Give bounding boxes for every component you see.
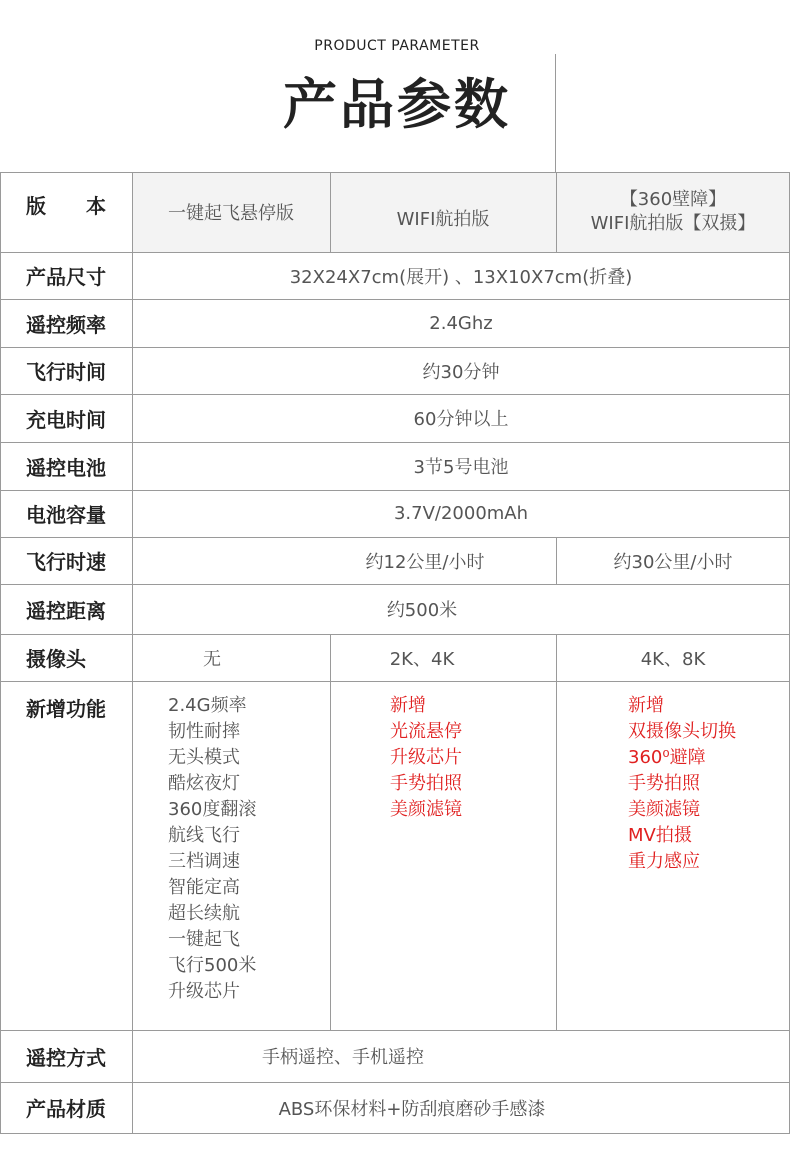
remote-battery-label: 遥控电池 <box>26 455 106 480</box>
material-label: 产品材质 <box>26 1097 106 1121</box>
features-wifi-list <box>390 693 462 823</box>
feature-item: 2.4G频率 <box>168 695 247 716</box>
feature-item: 手势拍照 <box>390 773 462 794</box>
feature-item: 光流悬停 <box>390 721 462 742</box>
camera-dual: 4K、8K <box>640 648 706 670</box>
size-value: 32X24X7cm(展开) 、13X10X7cm(折叠) <box>289 266 633 288</box>
size-label: 产品尺寸 <box>26 265 106 289</box>
feature-item: 重力感应 <box>628 851 700 872</box>
features-basic-list <box>168 693 256 1005</box>
feature-item: 飞行500米 <box>168 955 257 976</box>
version-label: 版 本 <box>26 194 106 218</box>
feature-item: 无头模式 <box>168 747 240 768</box>
feature-item: 一键起飞 <box>168 929 240 950</box>
camera-label: 摄像头 <box>26 647 86 671</box>
flight-speed-value-b: 约30公里/小时 <box>613 551 733 573</box>
feature-item: 航线飞行 <box>168 825 240 846</box>
control-method-value: 手柄遥控、手机遥控 <box>262 1047 424 1068</box>
decorative-divider <box>555 54 556 172</box>
feature-item: 手势拍照 <box>628 773 700 794</box>
version-wifi: WIFI航拍版 <box>396 209 490 230</box>
features-label: 新增功能 <box>26 697 106 721</box>
feature-item: 智能定高 <box>168 877 240 898</box>
version-dual-line1: 【360壁障】 <box>619 189 727 210</box>
parameter-table <box>0 172 790 1134</box>
feature-item: 美颜滤镜 <box>628 799 700 820</box>
features-dual-list <box>628 693 736 875</box>
feature-item: 新增 <box>628 695 664 716</box>
remote-distance-label: 遥控距离 <box>26 598 106 623</box>
version-basic: 一键起飞悬停版 <box>168 203 294 224</box>
version-dual-line2: WIFI航拍版【双摄】 <box>590 213 756 234</box>
version-dual-camera <box>556 172 790 252</box>
feature-item: MV拍摄 <box>628 825 692 846</box>
frequency-value: 2.4Ghz <box>429 312 493 334</box>
feature-item: 新增 <box>390 695 426 716</box>
flight-time-value: 约30分钟 <box>422 361 500 383</box>
camera-wifi: 2K、4K <box>389 648 455 670</box>
remote-distance-value: 约500米 <box>386 600 458 621</box>
feature-item: 美颜滤镜 <box>390 799 462 820</box>
control-method-label: 遥控方式 <box>26 1045 106 1070</box>
feature-item: 360度翻滚 <box>168 799 257 820</box>
feature-item: 双摄像头切换 <box>628 721 736 742</box>
charge-time-value: 60分钟以上 <box>413 409 509 430</box>
page-title: 产品参数 <box>283 73 511 136</box>
camera-basic: 无 <box>203 648 221 670</box>
subtitle: PRODUCT PARAMETER <box>314 38 480 54</box>
feature-item: 超长续航 <box>168 903 240 924</box>
feature-item: 韧性耐摔 <box>168 721 240 742</box>
battery-capacity-value: 3.7V/2000mAh <box>393 503 529 524</box>
feature-item: 升级芯片 <box>390 747 462 768</box>
feature-item: 360⁰避障 <box>628 747 706 768</box>
flight-speed-value-a: 约12公里/小时 <box>365 551 485 573</box>
flight-speed-label: 飞行时速 <box>26 550 106 574</box>
feature-item: 升级芯片 <box>168 981 240 1002</box>
feature-item: 酷炫夜灯 <box>168 773 240 794</box>
flight-time-label: 飞行时间 <box>26 360 106 384</box>
battery-capacity-label: 电池容量 <box>26 503 106 527</box>
frequency-label: 遥控频率 <box>26 312 106 337</box>
feature-item: 三档调速 <box>168 851 240 872</box>
charge-time-label: 充电时间 <box>26 407 106 432</box>
remote-battery-value: 3节5号电池 <box>413 457 509 478</box>
material-value: ABS环保材料+防刮痕磨砂手感漆 <box>278 1098 546 1120</box>
